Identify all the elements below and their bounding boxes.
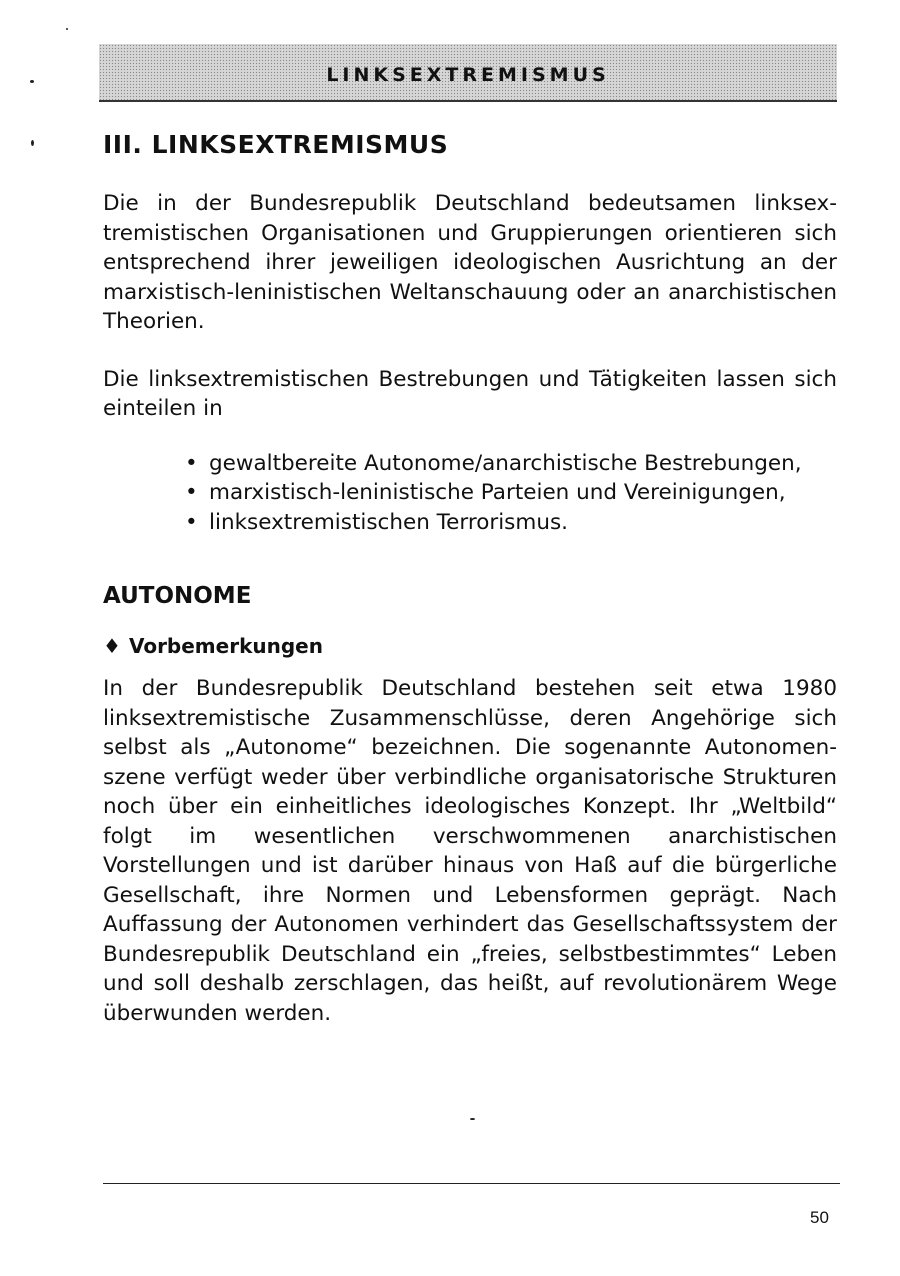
subsection-title: Vorbemerkungen (128, 634, 323, 658)
page-number: 50 (810, 1208, 829, 1227)
scan-speck (470, 1118, 475, 1120)
bullet-icon: • (185, 509, 198, 535)
scan-speck (66, 28, 68, 30)
intro-paragraph-2: Die linksextremistischen Bestrebungen und Tätigkeiten lassen sich einteilen in (103, 366, 837, 421)
chapter-title: III. LINKSEXTREMISMUS (103, 130, 449, 159)
subsection-heading (103, 632, 837, 660)
list-item (185, 478, 837, 508)
list-item (185, 449, 837, 479)
intro-paragraph-1: Die in der Bundesrepublik Deutschland bedeutsamen linksextremistischen Organisationen und Gruppierungen orientieren sich entsprechend ihrer jeweiligen ideologischen Ausrichtung an der marxistisch-leninistischen Weltanschauung oder an anarchistischen Theorien. (103, 191, 837, 334)
section-title: AUTONOME (103, 583, 252, 609)
diamond-icon: ♦ (103, 634, 121, 658)
bullet-icon: • (185, 480, 198, 505)
section-paragraph: In der Bundesrepublik Deutschland bestehen seit etwa 1980 linksextremistische Zusammenschlüsse, deren Angehörige sich selbst als „Autonome“ bezeichnen. Die sogenannte Autonomenszene verfügt weder über verbindliche organisatorische Strukturen noch über ein einheitliches ideologisches Konzept. Ihr „Weltbild“ folgt im wesentlichen verschwommenen anarchistischen Vorstellungen und ist darüber hinaus von Haß auf die bürgerliche Gesellschaft, ihre Normen und Lebensformen geprägt. Nach Auffassung der Autonomen verhindert das Gesellschaftssystem der Bundesrepublik Deutschland ein „freies, selbstbestimmtes“ Leben und soll deshalb zerschlagen, das heißt, auf revolutionärem Wege überwunden werden. (103, 676, 837, 1026)
scan-speck (31, 140, 34, 146)
list-item (185, 508, 837, 538)
list-item-text: gewaltbereite Autonome/anarchistische Bestrebungen, (209, 450, 802, 476)
page-content (103, 128, 837, 1028)
scan-speck (30, 80, 34, 83)
bullet-icon: • (185, 450, 198, 476)
running-header-band (99, 44, 837, 102)
list-item-text: marxistisch-leninistische Parteien und Vereinigungen, (209, 480, 786, 505)
footer-divider (103, 1183, 840, 1184)
list-item-text: linksextremistischen Terrorismus. (209, 509, 568, 535)
category-list (103, 449, 837, 538)
running-header-title: LINKSEXTREMISMUS (326, 64, 610, 86)
